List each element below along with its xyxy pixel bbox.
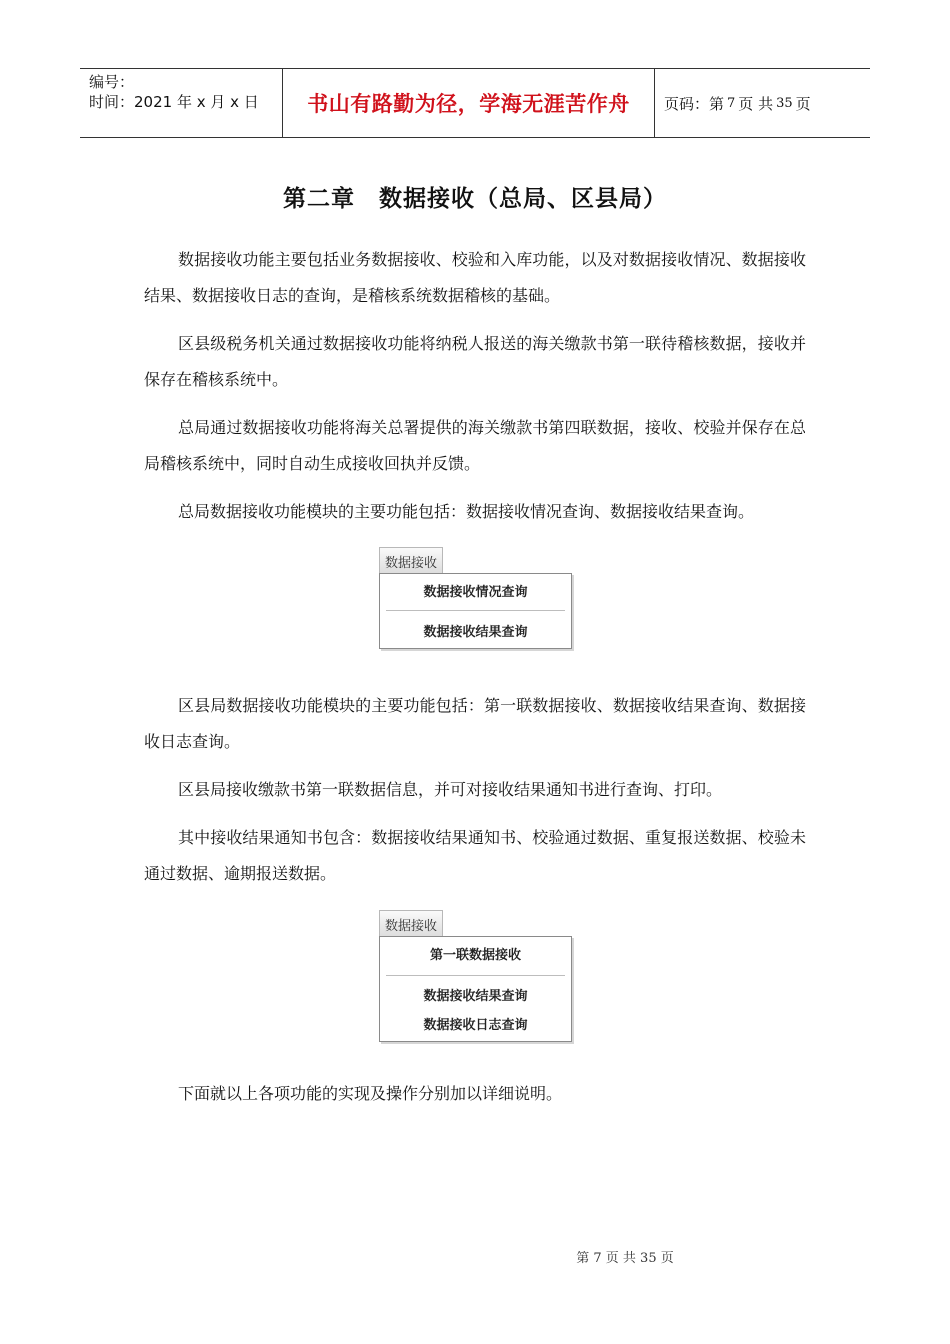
paragraph: 区县级税务机关通过数据接收功能将纳税人报送的海关缴款书第一联待稽核数据，接收并保存在稽核系统中。: [144, 334, 806, 389]
time-label: 时间：2021 年 x 月 x 日: [89, 93, 259, 111]
menu-separator: [386, 975, 565, 976]
paragraph: 总局数据接收功能模块的主要功能包括：数据接收情况查询、数据接收结果查询。: [178, 502, 755, 521]
header-meta: [80, 69, 282, 137]
page-suffix: 页: [795, 94, 811, 113]
page-mid: 页 共: [738, 94, 774, 113]
paragraph: 数据接收功能主要包括业务数据接收、校验和入库功能，以及对数据接收情况、数据接收结果、数据接收日志的查询，是稽核系统数据稽核的基础。: [144, 250, 806, 305]
page-prefix: 页码：第: [664, 94, 725, 113]
paragraph: 区县局接收缴款书第一联数据信息，并可对接收结果通知书进行查询、打印。: [178, 780, 723, 799]
page-header: [80, 68, 870, 138]
dropdown-panel: [379, 936, 572, 1042]
menu-item-first-copy-reception[interactable]: 第一联数据接收: [429, 948, 521, 963]
header-motto: 书山有路勤为径，学海无涯苦作舟: [307, 92, 630, 116]
menu-screenshot-district: [379, 910, 572, 1044]
paragraph: 区县局数据接收功能模块的主要功能包括：第一联数据接收、数据接收结果查询、数据接收日志查询。: [144, 696, 806, 751]
paragraph: 总局通过数据接收功能将海关总署提供的海关缴款书第四联数据，接收、校验并保存在总局稽核系统中，同时自动生成接收回执并反馈。: [144, 418, 806, 473]
menu-item-reception-result-query[interactable]: 数据接收结果查询: [423, 989, 528, 1004]
dropdown-panel: [379, 573, 572, 649]
number-label: 编号：: [89, 73, 135, 91]
header-motto-cell: [282, 69, 655, 137]
chapter-title: 第二章 数据接收（总局、区县局）: [283, 186, 667, 212]
menu-screenshot-headquarters: [379, 547, 572, 651]
page-total: 35: [776, 95, 793, 111]
menu-tab[interactable]: 数据接收: [379, 547, 443, 574]
menu-separator: [386, 610, 565, 611]
header-page-info: [655, 69, 870, 137]
paragraph: 其中接收结果通知书包含：数据接收结果通知书、校验通过数据、重复报送数据、校验未通过数据、逾期报送数据。: [144, 828, 806, 883]
menu-item-reception-status-query[interactable]: 数据接收情况查询: [423, 585, 528, 600]
paragraph: 下面就以上各项功能的实现及操作分别加以详细说明。: [178, 1084, 563, 1103]
page-current: 7: [727, 95, 736, 111]
page-footer: 第 7 页 共 35 页: [576, 1251, 674, 1266]
menu-item-reception-log-query[interactable]: 数据接收日志查询: [423, 1018, 528, 1033]
menu-item-reception-result-query[interactable]: 数据接收结果查询: [423, 625, 528, 640]
menu-tab[interactable]: 数据接收: [379, 910, 443, 937]
